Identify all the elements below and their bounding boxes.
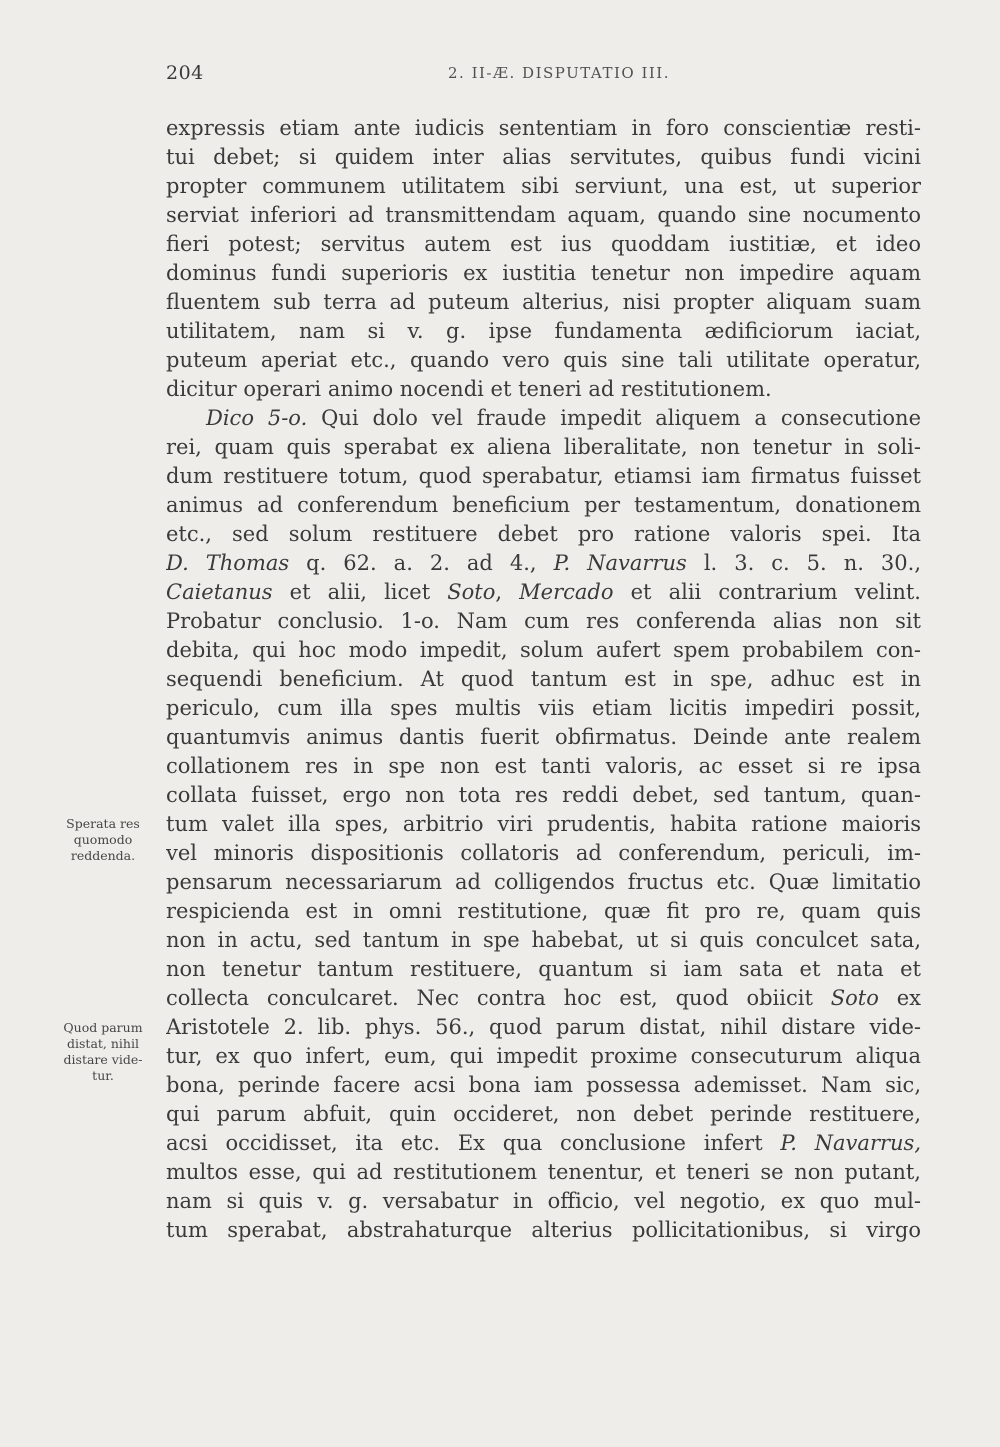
text-segment: periculo, cum illa spes multis viis etiam licitis impediri possit,: [166, 696, 921, 720]
text-segment: tum sperabat, abstrahaturque alterius pollicitationibus, si virgo: [166, 1218, 921, 1242]
text-segment: ex: [878, 986, 921, 1010]
text-segment: non tenetur tantum restituere, quantum si iam sata et nata et: [166, 957, 921, 981]
text-segment: Qui dolo vel fraude impedit aliquem a consecutione: [307, 406, 921, 430]
text-line: [166, 375, 921, 404]
text-segment: q. 62. a. 2. ad 4.,: [289, 551, 554, 575]
italic-reference: P. Navarrus,: [780, 1131, 921, 1155]
text-segment: expressis etiam ante iudicis sententiam in foro conscientiæ resti-: [166, 116, 921, 140]
text-line: [166, 781, 921, 810]
text-segment: nam si quis v. g. versabatur in officio, vel negotio, ex quo mul-: [166, 1189, 921, 1213]
text-segment: vel minoris dispositionis collatoris ad conferendum, periculi, im-: [166, 841, 921, 865]
italic-reference: Soto: [830, 986, 879, 1010]
text-line: [166, 1187, 921, 1216]
text-segment: et alii contrarium velint.: [613, 580, 921, 604]
text-line: [166, 926, 921, 955]
running-head: 2. II-Æ. DISPUTATIO III.: [448, 64, 670, 82]
text-line: [166, 868, 921, 897]
italic-reference: Caietanus: [166, 580, 273, 604]
margin-note-line: Quod parum: [63, 1020, 143, 1035]
text-segment: Aristotele 2. lib. phys. 56., quod parum distat, nihil distare vide-: [166, 1015, 921, 1039]
text-segment: quantumvis animus dantis fuerit obfirmatus. Deinde ante realem: [166, 725, 921, 749]
margin-note-line: distare vide-: [63, 1052, 143, 1067]
text-segment: collationem res in spe non est tanti valoris, ac esset si re ipsa: [166, 754, 921, 778]
text-line: [166, 549, 921, 578]
text-line: [166, 143, 921, 172]
text-line: [166, 723, 921, 752]
text-segment: ,: [495, 580, 520, 604]
page-number: 204: [166, 62, 204, 84]
text-line: [166, 491, 921, 520]
text-segment: pensarum necessariarum ad colligendos fructus etc. Quæ limitatio: [166, 870, 921, 894]
text-line: [166, 259, 921, 288]
text-line: [166, 694, 921, 723]
text-line: [166, 897, 921, 926]
text-line: [166, 1071, 921, 1100]
text-line: [166, 317, 921, 346]
text-line: [166, 1129, 921, 1158]
text-line: [166, 114, 921, 143]
margin-note-quod-parum: [50, 1020, 156, 1084]
text-line: [166, 1013, 921, 1042]
text-line: [166, 520, 921, 549]
text-line: [166, 462, 921, 491]
text-segment: etc., sed solum restituere debet pro ratione valoris spei. Ita: [166, 522, 921, 546]
text-segment: tum valet illa spes, arbitrio viri prudentis, habita ratione maioris: [166, 812, 921, 836]
text-line: [166, 404, 921, 433]
text-segment: fluentem sub terra ad puteum alterius, nisi propter aliquam suam: [166, 290, 921, 314]
margin-note-line: quomodo: [73, 832, 133, 847]
italic-reference: Mercado: [519, 580, 614, 604]
margin-note-line: reddenda.: [70, 848, 136, 863]
text-segment: respicienda est in omni restitutione, quæ fit pro re, quam quis: [166, 899, 921, 923]
text-line: [166, 172, 921, 201]
italic-reference: P. Navarrus: [553, 551, 687, 575]
text-line: [166, 752, 921, 781]
text-segment: collecta conculcaret. Nec contra hoc est, quod obiicit: [166, 986, 831, 1010]
text-segment: non in actu, sed tantum in spe habebat, ut si quis conculcet sata,: [166, 928, 921, 952]
text-line: [166, 230, 921, 259]
text-segment: dicitur operari animo nocendi et teneri ad restitutionem.: [166, 377, 772, 401]
margin-note-line: tur.: [92, 1068, 114, 1083]
italic-reference: D. Thomas: [166, 551, 290, 575]
text-line: [166, 288, 921, 317]
text-line: [166, 665, 921, 694]
text-line: [166, 984, 921, 1013]
text-line: [166, 955, 921, 984]
text-line: [166, 839, 921, 868]
text-segment: dominus fundi superioris ex iustitia tenetur non impedire aquam: [166, 261, 921, 285]
text-segment: fieri potest; servitus autem est ius quoddam iustitiæ, et ideo: [166, 232, 921, 256]
text-line: [166, 578, 921, 607]
italic-reference: Dico 5-o.: [206, 406, 308, 430]
text-segment: Probatur conclusio. 1-o. Nam cum res conferenda alias non sit: [166, 609, 921, 633]
text-segment: qui parum abfuit, quin occideret, non debet perinde restituere,: [166, 1102, 921, 1126]
text-segment: tur, ex quo infert, eum, qui impedit proxime consecuturum aliqua: [166, 1044, 921, 1068]
main-text-body: [166, 114, 921, 1245]
text-line: [166, 433, 921, 462]
text-segment: serviat inferiori ad transmittendam aquam, quando sine nocumento: [166, 203, 921, 227]
text-segment: puteum aperiat etc., quando vero quis sine tali utilitate operatur,: [166, 348, 921, 372]
margin-note-line: Sperata res: [66, 816, 140, 831]
text-segment: utilitatem, nam si v. g. ipse fundamenta ædificiorum iaciat,: [166, 319, 921, 343]
text-line: [166, 810, 921, 839]
italic-reference: Soto: [447, 580, 496, 604]
text-segment: animus ad conferendum beneficium per testamentum, donationem: [166, 493, 921, 517]
text-line: [166, 1042, 921, 1071]
text-segment: et alii, licet: [272, 580, 448, 604]
text-line: [166, 1158, 921, 1187]
text-segment: debita, qui hoc modo impedit, solum aufert spem probabilem con-: [166, 638, 921, 662]
margin-note-line: distat, nihil: [67, 1036, 139, 1051]
text-segment: tui debet; si quidem inter alias servitutes, quibus fundi vicini: [166, 145, 921, 169]
text-line: [166, 1216, 921, 1245]
page-header: [166, 62, 920, 86]
text-line: [166, 607, 921, 636]
text-line: [166, 636, 921, 665]
text-segment: rei, quam quis sperabat ex aliena liberalitate, non tenetur in soli-: [166, 435, 921, 459]
text-segment: sequendi beneficium. At quod tantum est in spe, adhuc est in: [166, 667, 921, 691]
text-segment: bona, perinde facere acsi bona iam possessa ademisset. Nam sic,: [166, 1073, 921, 1097]
text-segment: l. 3. c. 5. n. 30.,: [686, 551, 921, 575]
text-segment: collata fuisset, ergo non tota res reddi debet, sed tantum, quan-: [166, 783, 921, 807]
text-segment: propter communem utilitatem sibi serviunt, una est, ut superior: [166, 174, 921, 198]
text-line: [166, 346, 921, 375]
text-segment: acsi occidisset, ita etc. Ex qua conclusione infert: [166, 1131, 781, 1155]
margin-note-sperata: [50, 816, 156, 864]
text-segment: multos esse, qui ad restitutionem tenentur, et teneri se non putant,: [166, 1160, 921, 1184]
text-line: [166, 201, 921, 230]
text-segment: dum restituere totum, quod sperabatur, etiamsi iam firmatus fuisset: [166, 464, 921, 488]
text-line: [166, 1100, 921, 1129]
